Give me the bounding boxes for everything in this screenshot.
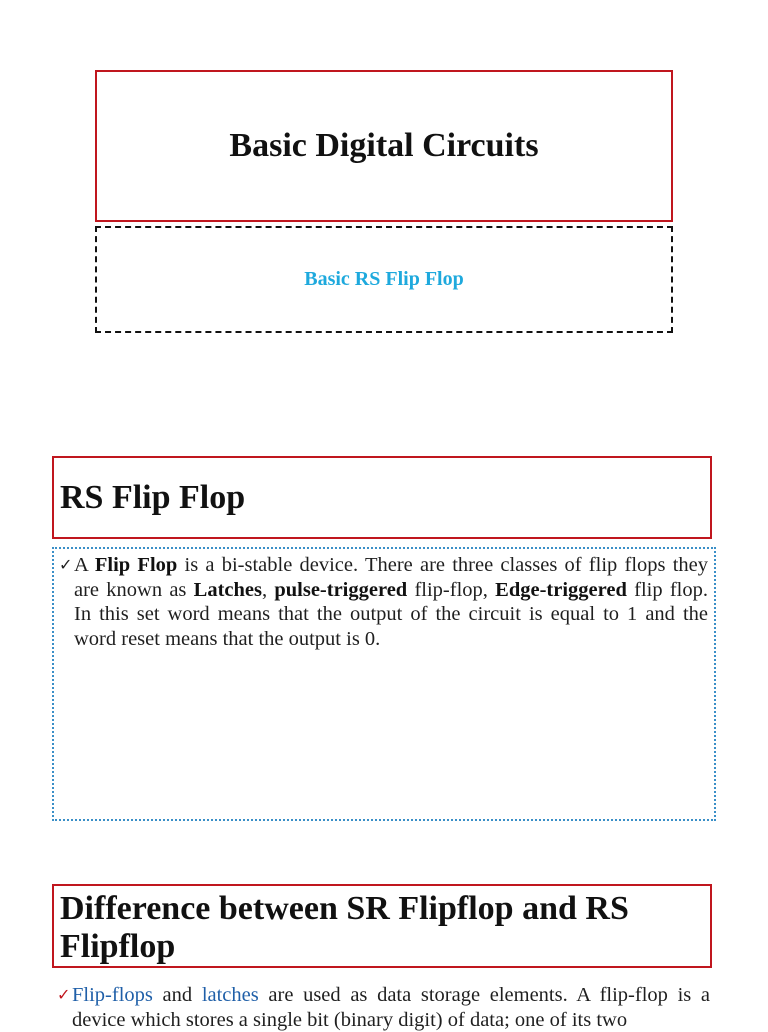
check-icon: ✓ <box>59 555 73 574</box>
page-title: Basic Digital Circuits <box>229 127 539 164</box>
text-run: flip flop. In this set word means that the output of the circuit is equal to 1 and the word reset means that the output is 0. <box>74 578 708 650</box>
bold-term: pulse-triggered <box>274 578 408 601</box>
text-run: and <box>152 984 202 1006</box>
subtitle-box <box>95 226 673 333</box>
link-flip-flops[interactable]: Flip-flops <box>72 984 153 1006</box>
paragraph-storage-elements <box>57 983 710 1032</box>
text-run: flip-flop, <box>407 578 496 601</box>
section-heading-rs-flip-flop <box>52 456 712 539</box>
title-box <box>95 70 673 222</box>
paragraph-flip-flop-definition <box>59 553 708 651</box>
text-run: are used as data storage elements. A flip-flop is a device which stores a single bit (binary digit) of data; one of its two <box>72 984 710 1031</box>
page-subtitle: Basic RS Flip Flop <box>304 268 464 290</box>
link-latches[interactable]: latches <box>201 984 259 1006</box>
paragraph-storage-elements-wrap <box>57 983 710 1032</box>
section-heading-text: Difference between SR Flipflop and RS Flipflop <box>60 890 629 965</box>
text-run: is a bi-stable device. There are three classes of flip flops they are known as <box>74 554 708 601</box>
bold-term: Edge-triggered <box>495 578 627 601</box>
bold-term: Flip Flop <box>94 554 178 576</box>
content-box-rs-flip-flop <box>52 547 716 821</box>
section-heading-text: RS Flip Flop <box>60 478 246 516</box>
section-heading-difference <box>52 884 712 968</box>
text-run: A <box>74 554 95 576</box>
text-run: , <box>261 578 275 601</box>
bold-term: Latches <box>193 578 262 601</box>
check-icon: ✓ <box>57 985 71 1004</box>
